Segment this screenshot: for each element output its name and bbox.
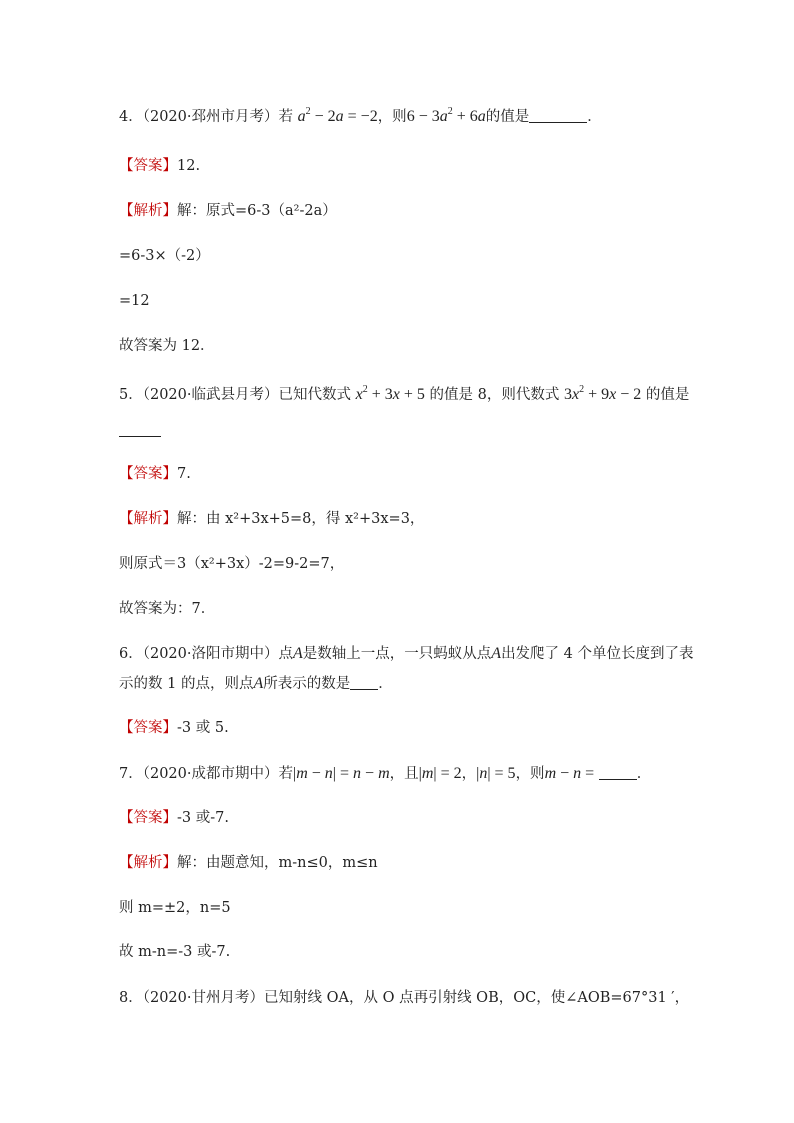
answer-value: -3 或-7. [177,810,229,826]
answer-4 [119,155,200,177]
question-number: 6． [119,646,143,662]
answer-value: -3 或 5. [177,720,229,736]
analysis-7-line2: 则 m=±2，n=5 [119,900,231,916]
answer-value: 12. [177,158,201,174]
question-number: 4． [119,109,143,125]
question-6: 6．（2020·洛阳市期中）点A是数轴上一点，一只蚂蚁从点A出发爬了 4 个单位长度到了表 [119,645,694,662]
question-source: （2020·成都市期中） [142,766,279,782]
answer-label: 【答案】 [119,810,177,826]
analysis-label: 【解析】 [119,203,177,219]
answer-blank [529,108,587,123]
answer-label: 【答案】 [119,466,177,482]
question-number: 8． [119,990,143,1006]
answer-6 [119,717,229,739]
question-8: 8．（2020·甘州月考）已知射线 OA，从 O 点再引射线 OB，OC，使∠AOB=67°31 ′， [119,990,690,1006]
question-source: （2020·洛阳市期中） [142,646,279,662]
analysis-4-line2: =6-3×（-2） [119,248,210,264]
expression: $6 - 3a^2 + 6a$ [406,106,486,125]
analysis-7-line1: 【解析】解：由题意知，m-n≤0，m≤n [119,855,378,871]
question-source: （2020·甘州月考） [142,990,264,1006]
answer-value: 7. [177,466,191,482]
answer-label: 【答案】 [119,720,177,736]
question-6-line2: 示的数 1 的点，则点A所表示的数是 ． [119,675,393,692]
question-number: 7． [119,766,143,782]
analysis-label: 【解析】 [119,511,177,527]
answer-5 [119,463,191,485]
question-4: 4．（2020·邳州市月考）若 $a^2 - 2a = -2$，则$6 - 3a^2 + 6a$的值是 ． [119,106,602,125]
question-source: （2020·临武县月考） [142,387,279,403]
analysis-4-line3: =12 [119,293,150,309]
analysis-label: 【解析】 [119,855,177,871]
expression: $x^2 + 3x + 5$ [355,384,425,403]
analysis-4-line1: 【解析】解：原式=6-3（a²-2a） [119,203,337,219]
analysis-4-line4: 故答案为 12． [119,338,215,354]
question-number: 5． [119,387,143,403]
equation: |m − n| = n − m [293,765,390,782]
answer-blank [119,422,161,437]
expression: $3x^2 + 9x - 2$ [563,384,642,403]
answer-blank [599,765,637,780]
analysis-7-line3: 故 m-n=-3 或-7. [119,944,231,960]
question-source: （2020·邳州市月考） [142,109,279,125]
question-7: 7．（2020·成都市期中）若|m − n| = n − m，且|m| = 2，|n| = 5，则m − n = ． [119,765,652,782]
answer-blank [350,675,378,690]
question-5-blank [119,420,161,442]
question-5: 5．（2020·临武县月考）已知代数式 $x^2 + 3x + 5$ 的值是 8，则代数式 $3x^2 + 9x - 2$ 的值是 [119,384,690,403]
analysis-5-line3: 故答案为：7． [119,601,216,617]
answer-label: 【答案】 [119,158,177,174]
equation: $a^2 - 2a = -2$ [297,106,378,125]
answer-7 [119,807,229,829]
analysis-5-line2: 则原式＝3（x²+3x）-2=9-2=7， [119,556,345,572]
analysis-5-line1: 【解析】解：由 x²+3x+5=8，得 x²+3x=3， [119,511,425,527]
